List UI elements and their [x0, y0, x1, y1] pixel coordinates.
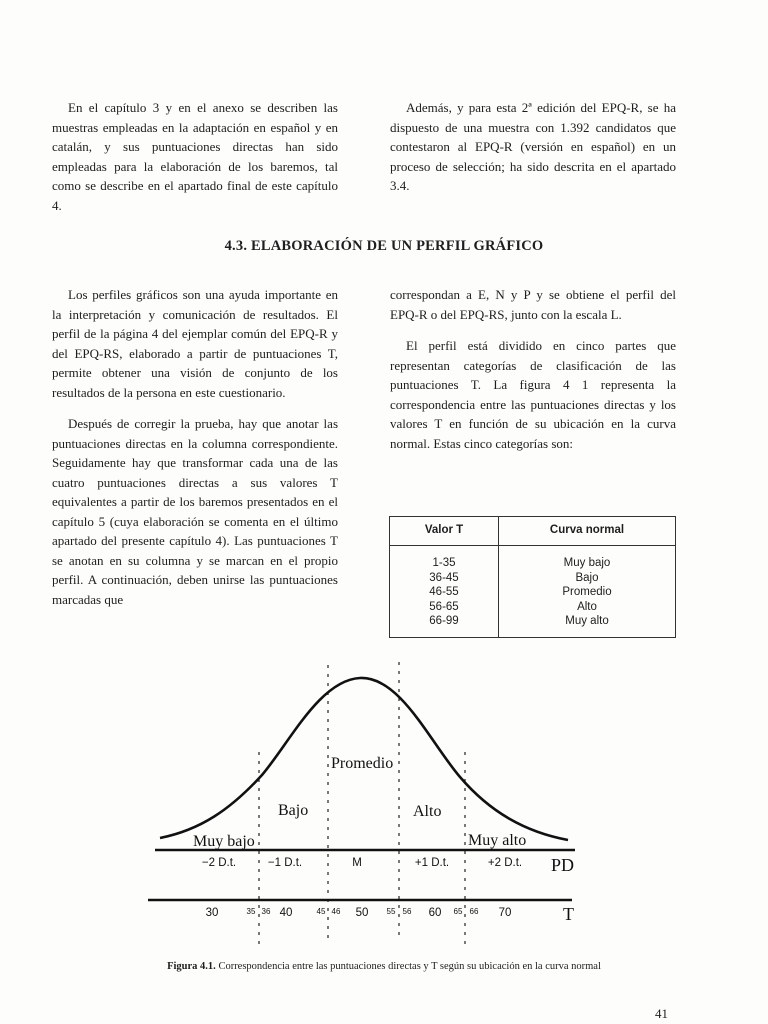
figure-caption-text: Correspondencia entre las puntuaciones directas y T según su ubicación en la curva normal — [218, 961, 601, 972]
t-tick-66: 66 — [469, 907, 479, 916]
intro-right-paragraph: Además, y para esta 2ª edición del EPQ-R, se ha dispuesto de una muestra con 1.392 candidatos que contestaron al EPQ-R (versión en español) en un proceso de selección; ha sido descrita en el apartado 3.4. — [390, 100, 676, 193]
t-tick-45: 45 — [316, 907, 326, 916]
table-cell-category: Muy alto — [565, 615, 609, 627]
t-tick-35: 35 — [246, 907, 256, 916]
figure-caption-label: Figura 4.1. — [167, 961, 216, 972]
section-right-paragraph-1: correspondan a E, N y P y se obtiene el perfil del EPQ-R o del EPQ-RS, junto con la escala L. — [390, 287, 676, 322]
t-tick-46: 46 — [331, 907, 341, 916]
region-label-alto: Alto — [413, 803, 442, 820]
t-tick-70: 70 — [498, 907, 512, 919]
table-cell-t: 1-35 — [432, 557, 456, 569]
table-cell-t: 36-45 — [429, 571, 459, 584]
intro-left-column — [52, 98, 338, 215]
table-cell-category: Muy bajo — [563, 557, 611, 569]
figure-caption — [0, 961, 768, 972]
section-heading: 4.3. ELABORACIÓN DE UN PERFIL GRÁFICO — [224, 238, 544, 254]
table-cell-category: Bajo — [575, 571, 599, 584]
section-right-paragraph-2: El perfil está dividido en cinco partes que representan categorías de clasificación de las puntuaciones T. La figura 4 1 representa la correspondencia entre las puntuaciones directas y los valores T en función de su ubicación en la curva normal. Estas cinco categorías son: — [390, 338, 676, 451]
t-tick-30: 30 — [205, 907, 219, 919]
pd-axis-label: PD — [551, 855, 575, 875]
t-tick-40: 40 — [279, 907, 293, 919]
t-tick-36: 36 — [261, 907, 271, 916]
table-cell-t: 46-55 — [429, 586, 459, 598]
pd-tick-minus-1: −1 D.t. — [267, 857, 303, 869]
t-tick-55: 55 — [386, 907, 396, 916]
t-tick-60: 60 — [428, 907, 442, 919]
table-header-valor-t: Valor T — [424, 524, 464, 536]
pd-tick-plus-1: +1 D.t. — [414, 857, 450, 869]
t-axis-label: T — [563, 904, 574, 924]
page-number: 41 — [655, 1006, 668, 1021]
t-tick-65: 65 — [453, 907, 463, 916]
intro-right-column — [390, 98, 676, 196]
section-right-column — [390, 285, 676, 453]
table-cell-category: Alto — [577, 600, 597, 613]
region-label-bajo: Bajo — [278, 802, 309, 819]
section-left-paragraph-2: Después de corregir la prueba, hay que anotar las puntuaciones directas en la columna correspondiente. Seguidamente hay que transformar cada una de las cuatro puntuaciones directas a sus valores T equivalentes a partir de los baremos presentados en el capítulo 5 (cuya elaboración se comenta en el último apartado del presente capítulo 4). Las puntuaciones T se anotan en su columna y se marcan en el propio perfil. A continuación, deben unirse las puntuaciones marcadas que — [52, 416, 338, 607]
categories-table — [389, 516, 676, 638]
region-label-promedio: Promedio — [331, 755, 394, 772]
region-label-muy-bajo: Muy bajo — [193, 833, 255, 850]
region-label-muy-alto: Muy alto — [468, 832, 527, 849]
table-column-t-values — [390, 556, 498, 629]
section-left-column — [52, 285, 338, 609]
intro-left-paragraph: En el capítulo 3 y en el anexo se describen las muestras empleadas en la adaptación en español y en catalán, y sus puntuaciones directas han sido empleadas para la elaboración de los baremos, tal como se describe en el apartado final de este capítulo 4. — [52, 100, 338, 213]
table-cell-t: 56-65 — [429, 600, 459, 613]
pd-tick-plus-2: +2 D.t. — [487, 857, 523, 869]
t-tick-56: 56 — [402, 907, 412, 916]
table-cell-t: 66-99 — [429, 615, 459, 627]
table-column-categories — [499, 556, 675, 629]
t-tick-50: 50 — [355, 907, 369, 919]
pd-tick-minus-2: −2 D.t. — [201, 857, 237, 869]
pd-tick-mean: M — [352, 857, 362, 869]
table-cell-category: Promedio — [562, 586, 612, 598]
normal-curve-figure — [0, 650, 768, 955]
table-header-curva-normal: Curva normal — [549, 524, 625, 536]
section-left-paragraph-1: Los perfiles gráficos son una ayuda importante en la interpretación y comunicación de resultados. El perfil de la página 4 del ejemplar común del EPQ-R y del EPQ-RS, elaborado a partir de puntuaciones T, permite obtener una visión de conjunto de los resultados de la persona en este cuestionario. — [52, 287, 338, 400]
